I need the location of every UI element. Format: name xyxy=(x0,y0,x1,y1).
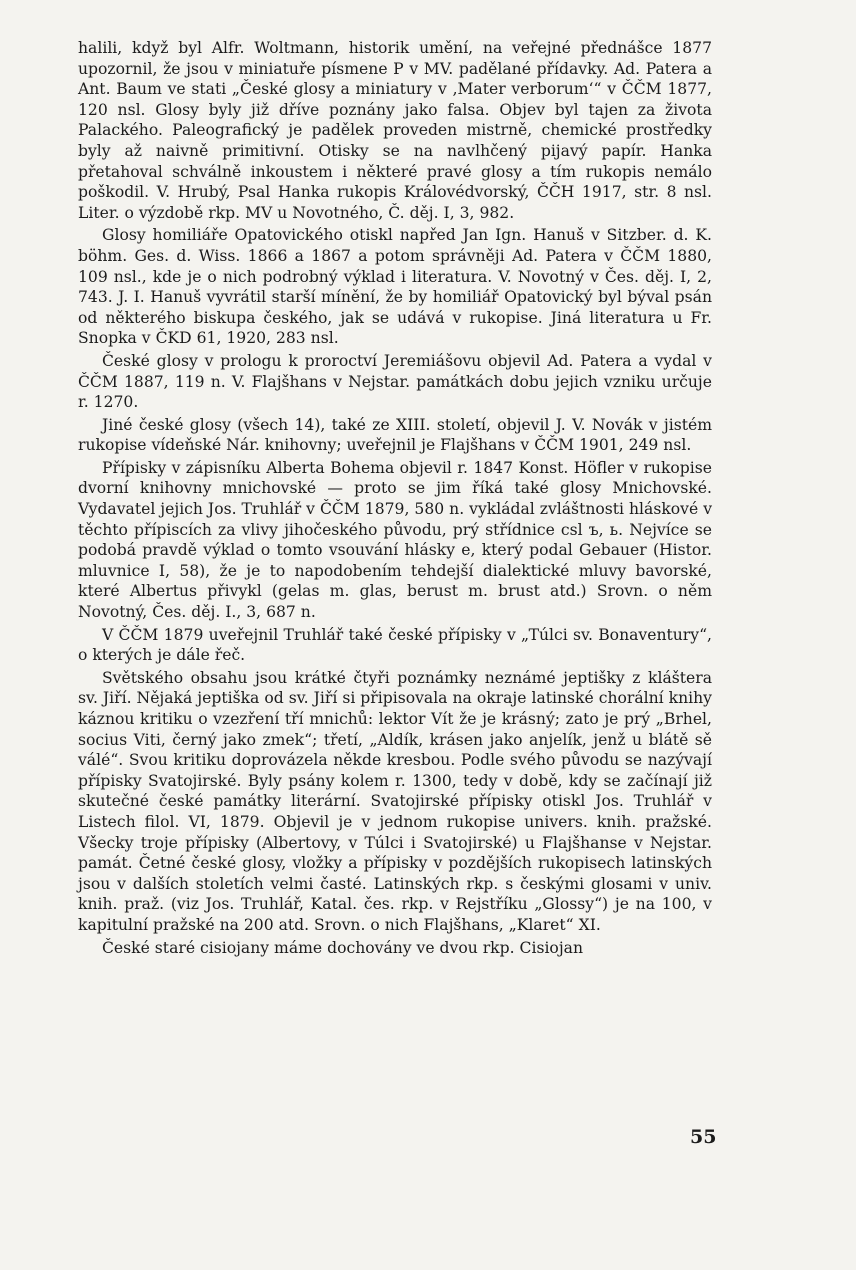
paragraph-5: Přípisky v zápisníku Alberta Bohema objevil r. 1847 Konst. Höfler v rukopise dvorní knihovny mnichovské — proto se jim říká také glosy Mnichovské. Vydavatel jejich Jos. Truhlář v ČČM 1879, 580 n. vykládal zvláštnosti hláskové v těchto přípiscích za vlivy jihočeského původu, prý střídnice csl ъ, ь. Nejvíce se podobá pravdě výklad o tomto vsouvání hlásky e, který podal Gebauer (Histor. mluvnice I, 58), že je to napodobením tehdejší dialektické mluvy bavorské, které Albertus přivykl (gelas m. glas, berust m. brust atd.) Srovn. o něm Novotný, Čes. děj. I., 3, 687 n. xyxy=(78,458,712,622)
paragraph-4: Jiné české glosy (všech 14), také ze XIII. století, objevil J. V. Novák v jistém rukopise vídeňské Nár. knihovny; uveřejnil je Flajšhans v ČČM 1901, 249 nsl. xyxy=(78,415,712,455)
paragraph-8: České staré cisiojany máme dochovány ve dvou rkp. Cisiojan xyxy=(102,938,583,957)
paragraph-6: V ČČM 1879 uveřejnil Truhlář také české přípisky v „Túlci sv. Bonaventury“, o kterých je dále řeč. xyxy=(78,625,712,665)
paragraph-7: Světského obsahu jsou krátké čtyři poznámky neznámé jeptišky z kláštera sv. Jiří. Nějaká jeptiška od sv. Jiří si připisovala na okraje latinské chorální knihy káznou kritiku o vzezření tří mnichů: lektor Vít že je krásný; zato je prý „Brhel, socius Viti, černý jako zmek“; třetí, „Aldík, krásen jako anjelík, jenž u blátě sě válé“. Svou kritiku doprovázela někde kresbou. Podle svého původu se nazývají přípisky Svatojirské. Byly psány kolem r. 1300, tedy v době, kdy se začínají již skutečné české památky literární. Svatojirské přípisky otiskl Jos. Truhlář v Listech filol. VI, 1879. Objevil je v jednom rukopise univers. knih. pražské. Všecky troje přípisky (Albertovy, v Túlci i Svatojirské) u Flajšhanse v Nejstar. památ. Četné české glosy, vložky a přípisky v pozdějších rukopisech latinských jsou v dalších stoletích velmi časté. Latinských rkp. s českými glosami v univ. knih. praž. (viz Jos. Truhlář, Katal. čes. rkp. v Rejstříku „Glossy“) je na 100, v kapitulní pražské na 200 atd. Srovn. o nich Flajšhans, „Klaret“ XI. xyxy=(78,668,712,934)
body-text xyxy=(78,38,712,958)
page-number: 55 xyxy=(690,1126,717,1148)
paragraph-2: Glosy homiliáře Opatovického otiskl napřed Jan Ign. Hanuš v Sitzber. d. K. böhm. Ges. d. Wiss. 1866 a 1867 a potom správněji Ad. Patera v ČČM 1880, 109 nsl., kde je o nich podrobný výklad i literatura. V. Novotný v Čes. děj. I, 2, 743. J. I. Hanuš vyvrátil starší mínění, že by homiliář Opatovický byl býval psán od některého biskupa českého, jak se udává v rukopise. Jiná literatura u Fr. Snopka v ČKD 61, 1920, 283 nsl. xyxy=(78,226,712,348)
paragraph-1: halili, když byl Alfr. Woltmann, historik umění, na veřejné přednášce 1877 upozornil, že jsou v miniatuře písmene P v MV. padělané přídavky. Ad. Patera a Ant. Baum ve stati „České glosy a miniatury v ‚Mater verborum‘“ v ČČM 1877, 120 nsl. Glosy byly již dříve poznány jako falsa. Objev byl tajen za života Palackého. Paleografický je padělek proveden mistrně, chemické prostředky byly až naivně primitivní. Otisky se na navlhčený pijavý papír. Hanka přetahoval schválně inkoustem i některé pravé glosy a tím rukopis nemálo poškodil. V. Hrubý, Psal Hanka rukopis Královédvorský, ČČH 1917, str. 8 nsl. Liter. o výzdobě rkp. MV u Novotného, Č. děj. I, 3, 982. xyxy=(78,39,712,222)
paragraph-3: České glosy v prologu k proroctví Jeremiášovu objevil Ad. Patera a vydal v ČČM 1887, 119 n. V. Flajšhans v Nejstar. památkách dobu jejich vzniku určuje r. 1270. xyxy=(78,351,712,412)
